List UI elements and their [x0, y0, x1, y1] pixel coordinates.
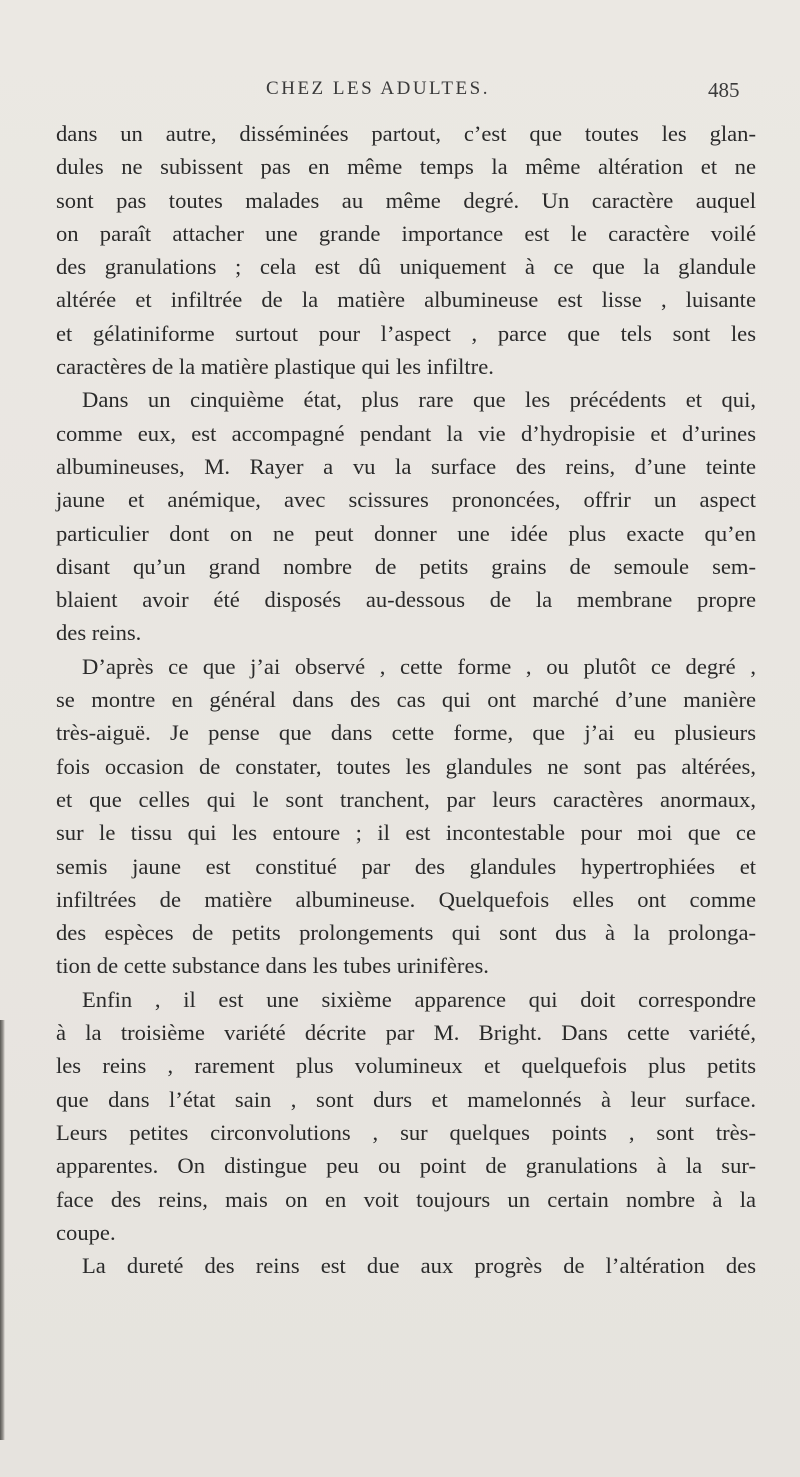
text-line: des reins.	[56, 620, 142, 646]
text-line: on paraît attacher une grande importance est le caractère voilé	[56, 220, 756, 246]
running-title: CHEZ LES ADULTES.	[266, 78, 490, 99]
text-line: sont pas toutes malades au même degré. Un caractère auquel	[56, 187, 756, 213]
text-line: Enfin , il est une sixième apparence qui doit correspondre	[82, 986, 756, 1012]
text-line: les reins , rarement plus volumineux et quelquefois plus petits	[56, 1053, 756, 1079]
text-line: que dans l’état sain , sont durs et mamelonnés à leur surface.	[56, 1086, 756, 1112]
text-line: dules ne subissent pas en même temps la même altération et ne	[56, 154, 756, 180]
text-line: des granulations ; cela est dû uniquement à ce que la glandule	[56, 254, 756, 280]
text-line: Dans un cinquième état, plus rare que les précédents et qui,	[82, 387, 756, 413]
text-line: semis jaune est constitué par des glandules hypertrophiées et	[56, 853, 756, 879]
text-line: coupe.	[56, 1219, 116, 1245]
text-line: se montre en général dans des cas qui ont marché d’une manière	[56, 687, 756, 713]
running-head	[0, 78, 800, 108]
text-line: blaient avoir été disposés au-dessous de la membrane propre	[56, 587, 756, 613]
text-line: comme eux, est accompagné pendant la vie d’hydropisie et d’urines	[56, 420, 756, 446]
page-number: 485	[708, 78, 740, 102]
text-line: Leurs petites circonvolutions , sur quelques points , sont très-	[56, 1119, 756, 1145]
text-line: sur le tissu qui les entoure ; il est incontestable pour moi que ce	[56, 820, 756, 846]
text-line: infiltrées de matière albumineuse. Quelquefois elles ont comme	[56, 886, 756, 912]
text-line: et que celles qui le sont tranchent, par leurs caractères anormaux,	[56, 786, 756, 812]
text-line: caractères de la matière plastique qui les infiltre.	[56, 354, 494, 380]
text-line: apparentes. On distingue peu ou point de granulations à la sur-	[56, 1153, 756, 1179]
text-line: fois occasion de constater, toutes les glandules ne sont pas altérées,	[56, 753, 756, 779]
body-text	[56, 117, 756, 1282]
text-line: face des reins, mais on en voit toujours un certain nombre à la	[56, 1186, 756, 1212]
text-line: particulier dont on ne peut donner une idée plus exacte qu’en	[56, 520, 756, 546]
text-line: altérée et infiltrée de la matière albumineuse est lisse , luisante	[56, 287, 756, 313]
text-line: des espèces de petits prolongements qui sont dus à la prolonga-	[56, 920, 756, 946]
text-line: disant qu’un grand nombre de petits grains de semoule sem-	[56, 553, 756, 579]
text-line: et gélatiniforme surtout pour l’aspect , parce que tels sont les	[56, 320, 756, 346]
text-line: albumineuses, M. Rayer a vu la surface des reins, d’une teinte	[56, 453, 756, 479]
text-line: D’après ce que j’ai observé , cette forme , ou plutôt ce degré ,	[82, 653, 756, 679]
page-edge-shadow	[0, 1020, 5, 1440]
text-line: La dureté des reins est due aux progrès de l’altération des	[82, 1253, 756, 1279]
text-line: tion de cette substance dans les tubes urinifères.	[56, 953, 489, 979]
text-line: jaune et anémique, avec scissures prononcées, offrir un aspect	[56, 487, 756, 513]
text-line: dans un autre, disséminées partout, c’est que toutes les glan-	[56, 121, 756, 146]
text-line: très-aiguë. Je pense que dans cette forme, que j’ai eu plusieurs	[56, 720, 756, 746]
text-line: à la troisième variété décrite par M. Bright. Dans cette variété,	[56, 1020, 756, 1046]
